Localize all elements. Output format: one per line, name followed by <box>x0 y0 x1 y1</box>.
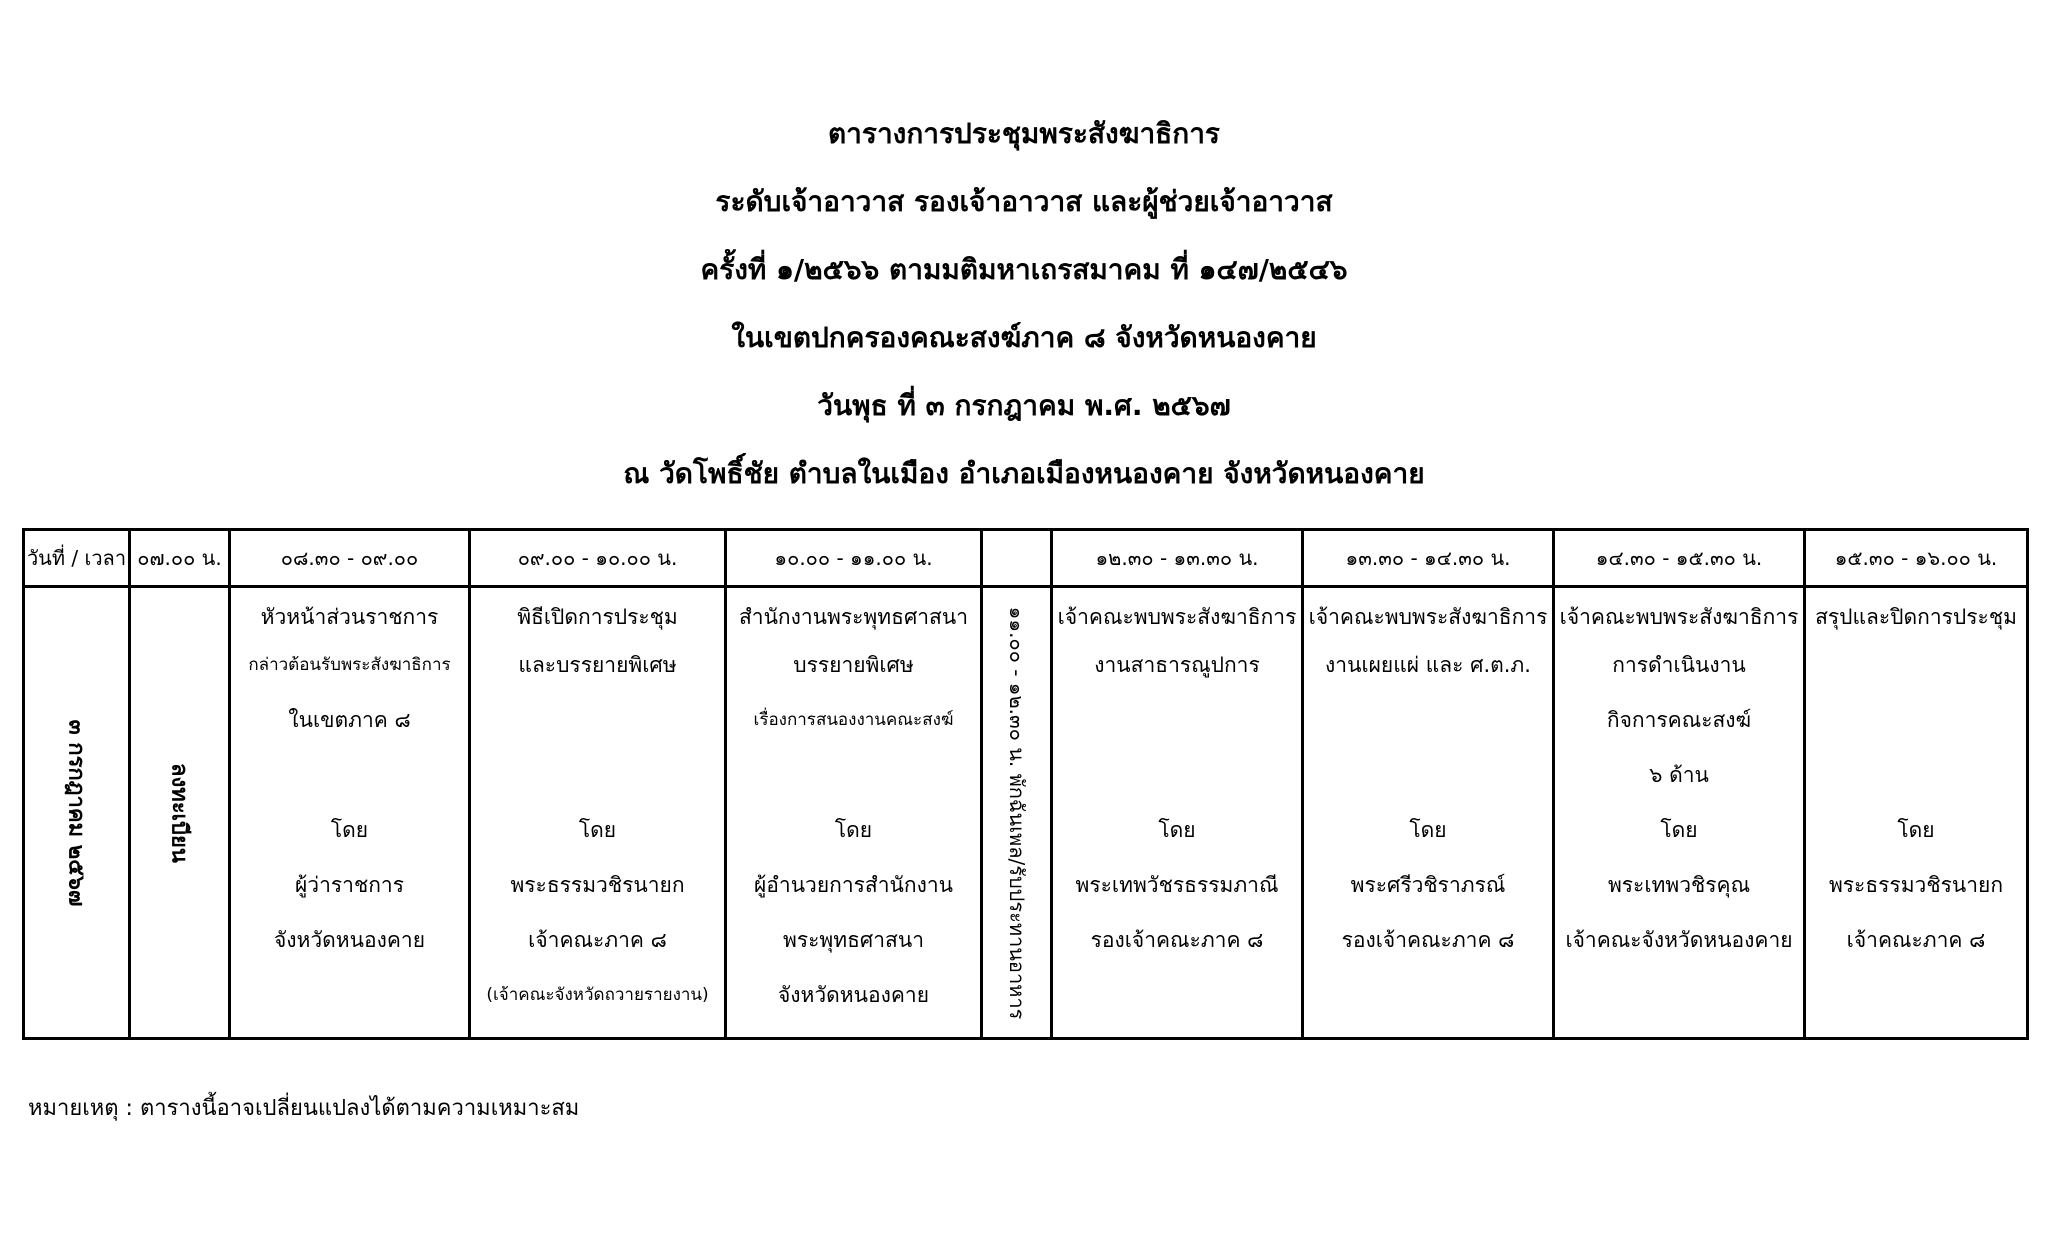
header-date-time: วันที่ / เวลา <box>24 530 130 587</box>
session-1230-line: งานสาธารณูปการ <box>1094 653 1260 677</box>
schedule-table <box>22 528 2029 1040</box>
header-1000: ๑๐.๐๐ - ๑๑.๐๐ น. <box>726 530 982 587</box>
session-1430-speaker: พระเทพวชิรคุณ <box>1607 873 1751 897</box>
date-vertical-text: ๓ กรกฎาคม ๒๕๖๗ <box>63 719 88 906</box>
session-1000-by: โดย <box>834 818 873 842</box>
session-1000 <box>726 587 982 1039</box>
session-0900-speaker: พระธรรมวชิรนายก <box>510 873 685 897</box>
footnote: หมายเหตุ : ตารางนี้อาจเปลี่ยนแปลงได้ตามความเหมาะสม <box>28 1096 580 1121</box>
header-row <box>24 530 2028 587</box>
header-break <box>982 530 1052 587</box>
session-0900-by: โดย <box>578 818 617 842</box>
session-0900-line: พิธีเปิดการประชุม <box>517 605 678 629</box>
session-0900-note: (เจ้าคณะจังหวัดถวายรายงาน) <box>486 985 709 1005</box>
break-vertical-text: ๑๑.๐๐ - ๑๒.๓๐ น. พักฉันเพล/รับประทานอาหาร <box>1004 606 1029 1019</box>
header-0700: ๐๗.๐๐ น. <box>130 530 230 587</box>
session-0900-speaker-title: เจ้าคณะภาค ๘ <box>528 928 667 952</box>
session-1530-line: สรุปและปิดการประชุม <box>1815 605 2017 629</box>
header-0830: ๐๘.๓๐ - ๐๙.๐๐ <box>230 530 470 587</box>
session-1430-line: กิจการคณะสงฆ์ <box>1606 708 1752 732</box>
session-1430 <box>1554 587 1805 1039</box>
session-1330-line: งานเผยแผ่ และ ศ.ต.ภ. <box>1325 653 1531 677</box>
session-1230-speaker-title: รองเจ้าคณะภาค ๘ <box>1090 928 1264 952</box>
session-0830-speaker-title: จังหวัดหนองคาย <box>273 928 426 952</box>
header-1230: ๑๒.๓๐ - ๑๓.๓๐ น. <box>1052 530 1303 587</box>
session-1330-speaker: พระศรีวชิราภรณ์ <box>1350 873 1506 897</box>
session-1430-line: เจ้าคณะพบพระสังฆาธิการ <box>1559 605 1799 629</box>
session-0830-line: หัวหน้าส่วนราชการ <box>260 605 439 629</box>
session-0830 <box>230 587 470 1039</box>
session-1330-line: เจ้าคณะพบพระสังฆาธิการ <box>1308 605 1548 629</box>
session-1330-speaker-title: รองเจ้าคณะภาค ๘ <box>1341 928 1515 952</box>
header-1530: ๑๕.๓๐ - ๑๖.๐๐ น. <box>1805 530 2028 587</box>
session-1530 <box>1805 587 2028 1039</box>
session-1230 <box>1052 587 1303 1039</box>
session-1430-line: การดำเนินงาน <box>1612 653 1746 677</box>
schedule-row <box>24 587 2028 1039</box>
session-1330-by: โดย <box>1409 818 1447 842</box>
session-1530-speaker: พระธรรมวชิรนายก <box>1828 873 2004 897</box>
registration-vertical-text: ลงทะเบียน <box>166 762 191 863</box>
title-line-1: ตารางการประชุมพระสังฆาธิการ <box>828 117 1220 150</box>
session-1000-line: สำนักงานพระพุทธศาสนา <box>738 605 969 629</box>
session-1430-by: โดย <box>1660 818 1698 842</box>
session-1330 <box>1303 587 1554 1039</box>
session-1000-speaker-line: พระพุทธศาสนา <box>783 928 924 952</box>
header-0900: ๐๙.๐๐ - ๑๐.๐๐ น. <box>470 530 726 587</box>
session-1530-by: โดย <box>1897 818 1935 842</box>
header-1330: ๑๓.๓๐ - ๑๔.๓๐ น. <box>1303 530 1554 587</box>
session-1230-by: โดย <box>1158 818 1196 842</box>
session-0900-line: และบรรยายพิเศษ <box>518 653 677 677</box>
break-cell <box>982 587 1052 1039</box>
session-1230-line: เจ้าคณะพบพระสังฆาธิการ <box>1057 605 1297 629</box>
title-line-4: ในเขตปกครองคณะสงฆ์ภาค ๘ จังหวัดหนองคาย <box>731 321 1317 354</box>
session-1430-speaker-title: เจ้าคณะจังหวัดหนองคาย <box>1565 928 1793 952</box>
session-1430-line: ๖ ด้าน <box>1649 763 1709 787</box>
session-1230-speaker: พระเทพวัชรธรรมภาณี <box>1075 873 1279 897</box>
session-1530-speaker-title: เจ้าคณะภาค ๘ <box>1846 928 1986 952</box>
session-0830-line: ในเขตภาค ๘ <box>288 708 411 732</box>
session-1000-speaker: ผู้อำนวยการสำนักงาน <box>753 873 954 897</box>
title-line-3: ครั้งที่ ๑/๒๕๖๖ ตามมติมหาเถรสมาคม ที่ ๑๔๗/๒๕๔๖ <box>700 253 1348 286</box>
title-line-2: ระดับเจ้าอาวาส รองเจ้าอาวาส และผู้ช่วยเจ้าอาวาส <box>715 185 1333 218</box>
session-1000-speaker-line: จังหวัดหนองคาย <box>777 983 930 1007</box>
title-line-5: วันพุธ ที่ ๓ กรกฎาคม พ.ศ. ๒๕๖๗ <box>817 389 1231 422</box>
session-0830-line: กล่าวต้อนรับพระสังฆาธิการ <box>248 655 451 675</box>
session-0830-speaker: ผู้ว่าราชการ <box>295 873 404 897</box>
session-1000-line: เรื่องการสนองงานคณะสงฆ์ <box>753 710 954 730</box>
session-0900 <box>470 587 726 1039</box>
registration-cell <box>130 587 230 1039</box>
document-title <box>0 100 2048 508</box>
session-1000-line: บรรยายพิเศษ <box>793 653 914 677</box>
header-1430: ๑๔.๓๐ - ๑๕.๓๐ น. <box>1554 530 1805 587</box>
date-cell <box>24 587 130 1039</box>
title-line-6: ณ วัดโพธิ์ชัย ตำบลในเมือง อำเภอเมืองหนองคาย จังหวัดหนองคาย <box>623 457 1425 490</box>
session-0830-by: โดย <box>330 818 369 842</box>
